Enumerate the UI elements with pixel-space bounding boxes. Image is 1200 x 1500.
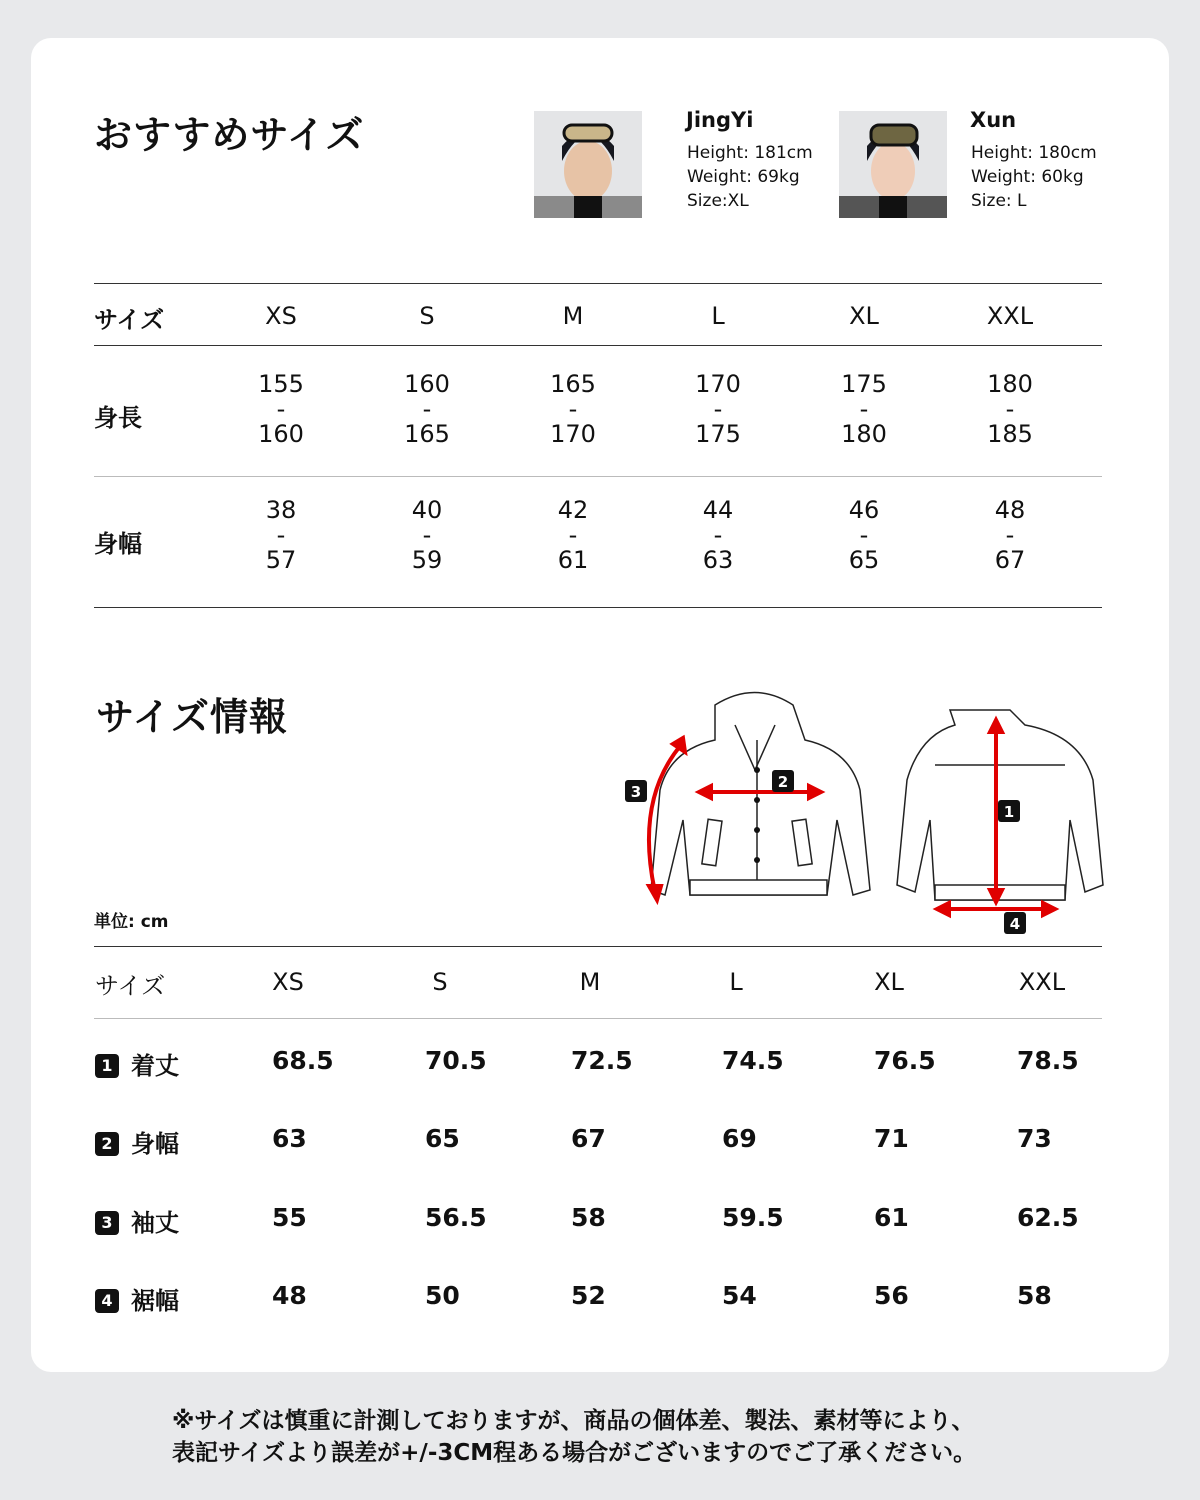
size-col-header: M (579, 968, 601, 996)
range-dash: - (1005, 395, 1015, 423)
range-min: 170 (695, 370, 741, 398)
measure-name: 裾幅 (131, 1287, 179, 1315)
measure-cell: 72.5 (571, 1046, 633, 1075)
range-dash: - (859, 521, 869, 549)
size-col-header: XXL (1018, 968, 1066, 996)
size-col-header: M (562, 302, 584, 330)
range-dash: - (276, 395, 286, 423)
size-col-header: L (729, 968, 743, 996)
range-max: 65 (848, 546, 880, 574)
measure-cell: 54 (722, 1281, 757, 1310)
range-max: 175 (695, 420, 741, 448)
model-stats (971, 141, 1097, 213)
measure-cell: 68.5 (272, 1046, 334, 1075)
range-max: 63 (702, 546, 734, 574)
number-badge: 2 (95, 1132, 119, 1156)
measure-cell: 69 (722, 1124, 757, 1153)
number-badge: 1 (95, 1054, 119, 1078)
model-stats (687, 141, 813, 213)
measure-cell: 61 (874, 1203, 909, 1232)
measure-cell: 73 (1017, 1124, 1052, 1153)
range-min: 40 (411, 496, 443, 524)
range-cell (678, 498, 758, 573)
size-col-header: L (711, 302, 725, 330)
measure-cell: 76.5 (874, 1046, 936, 1075)
size-col-header: XS (265, 302, 297, 330)
range-cell (533, 498, 613, 573)
range-dash: - (422, 521, 432, 549)
disclaimer (172, 1405, 976, 1469)
measure-cell: 48 (272, 1281, 307, 1310)
model-size: Size:XL (687, 191, 749, 211)
size-col-header: XL (849, 302, 879, 330)
divider (94, 283, 1102, 284)
range-cell (824, 372, 904, 447)
unit-label: 単位: cm (94, 912, 169, 932)
range-max: 61 (557, 546, 589, 574)
measure-cell: 63 (272, 1124, 307, 1153)
row-label: 身長 (94, 404, 142, 432)
divider (94, 345, 1102, 346)
number-badge: 3 (95, 1211, 119, 1235)
measure-cell: 74.5 (722, 1046, 784, 1075)
range-dash: - (276, 521, 286, 549)
row-label: 身幅 (94, 530, 142, 558)
range-cell (241, 498, 321, 573)
badge-4: 4 (1009, 915, 1021, 933)
measure-cell: 65 (425, 1124, 460, 1153)
range-min: 44 (702, 496, 734, 524)
jacket-diagram (615, 680, 1115, 940)
range-dash: - (568, 521, 578, 549)
range-min: 42 (557, 496, 589, 524)
measure-label (95, 1124, 179, 1159)
model-photo-jingyi (534, 111, 642, 218)
model-photo-xun (839, 111, 947, 218)
range-cell (387, 498, 467, 573)
range-min: 48 (994, 496, 1026, 524)
range-max: 165 (404, 420, 450, 448)
range-max: 67 (994, 546, 1026, 574)
range-dash: - (568, 395, 578, 423)
model-name: JingYi (686, 108, 754, 132)
measure-cell: 71 (874, 1124, 909, 1153)
range-cell (387, 372, 467, 447)
model-weight: Weight: 60kg (971, 167, 1084, 187)
measure-cell: 58 (571, 1203, 606, 1232)
divider (94, 476, 1102, 477)
range-min: 180 (987, 370, 1033, 398)
range-max: 180 (841, 420, 887, 448)
model-size: Size: L (971, 191, 1027, 211)
number-badge: 4 (95, 1289, 119, 1313)
model-name: Xun (970, 108, 1017, 132)
badge-1: 1 (1003, 803, 1015, 821)
range-cell (824, 498, 904, 573)
measure-label (95, 1281, 179, 1316)
range-cell (970, 498, 1050, 573)
measure-cell: 59.5 (722, 1203, 784, 1232)
range-min: 175 (841, 370, 887, 398)
disclaimer-line: 表記サイズより誤差が+/-3CM程ある場合がございますのでご了承ください。 (172, 1440, 977, 1466)
range-dash: - (859, 395, 869, 423)
range-cell (241, 372, 321, 447)
measure-cell: 78.5 (1017, 1046, 1079, 1075)
size-col-header: XXL (986, 302, 1034, 330)
table-header-size: サイズ (94, 306, 165, 334)
range-max: 170 (550, 420, 596, 448)
badge-3: 3 (630, 783, 642, 801)
measure-cell: 67 (571, 1124, 606, 1153)
model-height: Height: 180cm (971, 143, 1097, 163)
range-cell (970, 372, 1050, 447)
range-dash: - (713, 395, 723, 423)
recommend-title: おすすめサイズ (94, 113, 365, 157)
measure-cell: 62.5 (1017, 1203, 1079, 1232)
range-dash: - (1005, 521, 1015, 549)
size-col-header: XL (874, 968, 904, 996)
range-cell (533, 372, 613, 447)
size-col-header: XS (272, 968, 304, 996)
badge-2: 2 (777, 773, 789, 791)
measure-cell: 56.5 (425, 1203, 487, 1232)
model-weight: Weight: 69kg (687, 167, 800, 187)
range-min: 46 (848, 496, 880, 524)
measure-cell: 50 (425, 1281, 460, 1310)
measure-name: 袖丈 (131, 1209, 179, 1237)
size-col-header: S (419, 302, 435, 330)
measure-cell: 56 (874, 1281, 909, 1310)
range-max: 160 (258, 420, 304, 448)
range-min: 165 (550, 370, 596, 398)
disclaimer-line: ※サイズは慎重に計測しておりますが、商品の個体差、製法、素材等により、 (172, 1408, 975, 1434)
size-col-header: S (432, 968, 448, 996)
measure-cell: 52 (571, 1281, 606, 1310)
divider (94, 1018, 1102, 1019)
measure-name: 着丈 (131, 1052, 179, 1080)
range-max: 185 (987, 420, 1033, 448)
table-header-size: サイズ (95, 972, 166, 1000)
range-dash: - (422, 395, 432, 423)
measure-name: 身幅 (131, 1130, 179, 1158)
measure-cell: 70.5 (425, 1046, 487, 1075)
range-min: 160 (404, 370, 450, 398)
measure-label (95, 1203, 179, 1238)
size-info-title: サイズ情報 (96, 695, 288, 739)
model-height: Height: 181cm (687, 143, 813, 163)
divider (94, 946, 1102, 947)
measure-cell: 58 (1017, 1281, 1052, 1310)
range-dash: - (713, 521, 723, 549)
range-min: 155 (258, 370, 304, 398)
divider (94, 607, 1102, 608)
range-min: 38 (265, 496, 297, 524)
measure-label (95, 1046, 179, 1081)
range-max: 59 (411, 546, 443, 574)
range-cell (678, 372, 758, 447)
measure-cell: 55 (272, 1203, 307, 1232)
range-max: 57 (265, 546, 297, 574)
